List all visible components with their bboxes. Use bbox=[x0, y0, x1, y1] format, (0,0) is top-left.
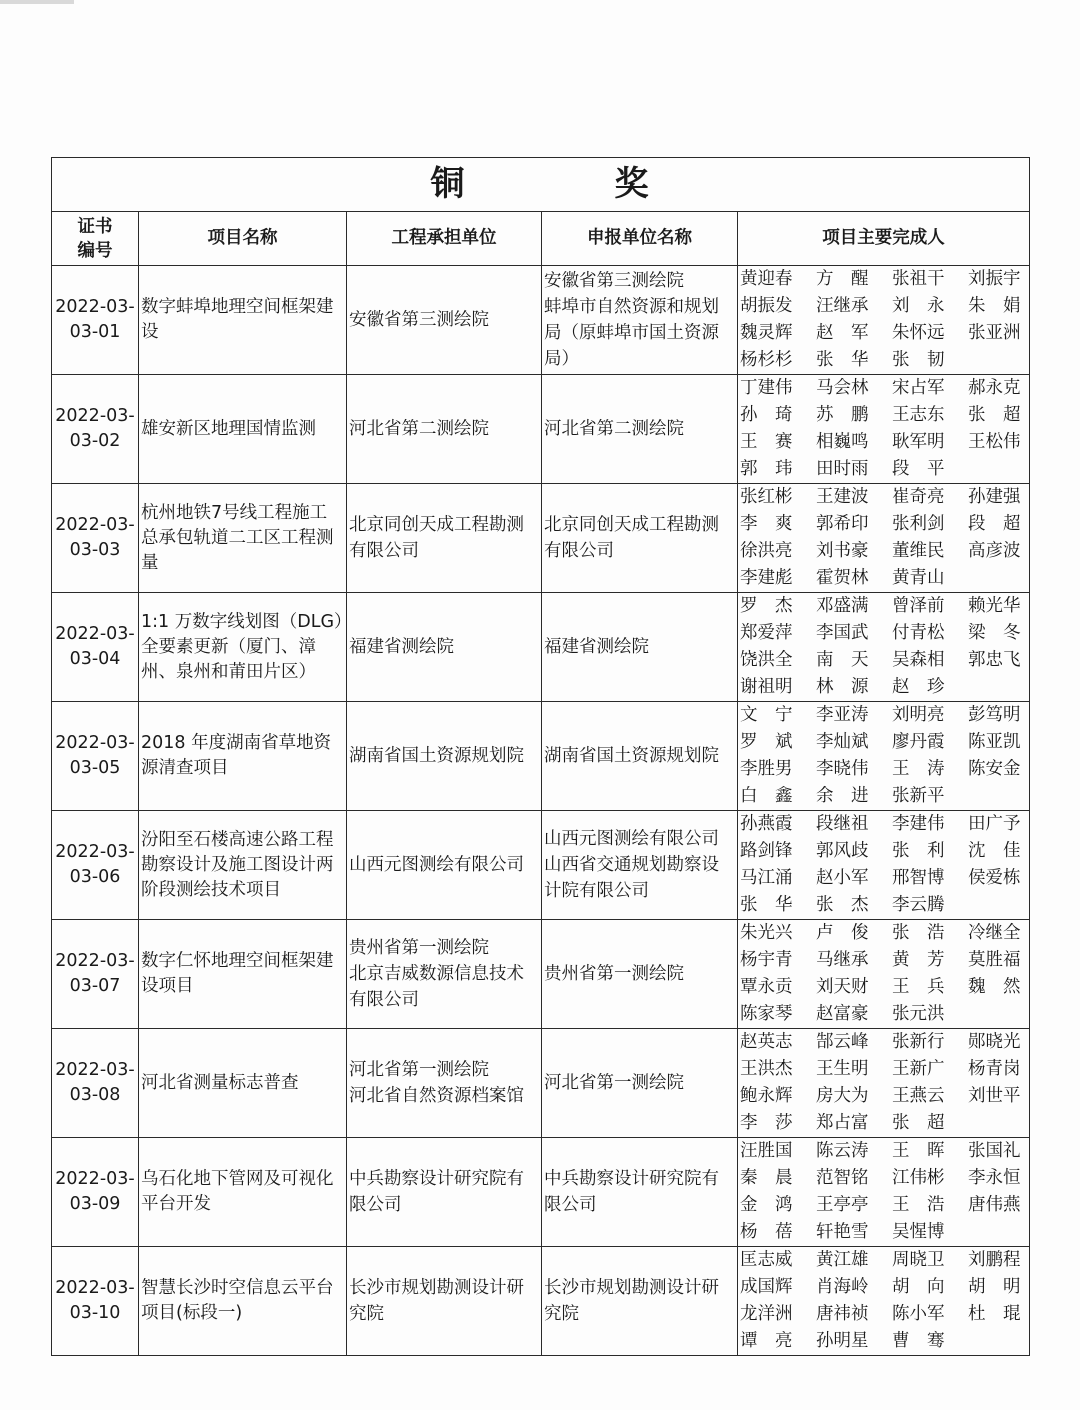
person-name: 梁 冬 bbox=[968, 623, 1021, 643]
unit-line: 蚌埠市自然资源和规划 bbox=[544, 297, 719, 317]
person-name: 廖丹霞 bbox=[892, 732, 945, 752]
header-cert-no: 证书 编号 bbox=[52, 212, 139, 266]
undertaking-unit bbox=[347, 1029, 542, 1138]
unit-line: 长沙市规划勘测设计研 bbox=[544, 1278, 719, 1298]
reporting-unit bbox=[542, 1029, 738, 1138]
person-name bbox=[968, 1001, 1028, 1028]
table-row bbox=[52, 1138, 1030, 1247]
person-name: 王 浩 bbox=[892, 1195, 945, 1215]
undertaking-unit bbox=[347, 920, 542, 1029]
person-name: 胡 明 bbox=[968, 1277, 1021, 1297]
person-name: 陈家琴 bbox=[740, 1004, 793, 1024]
person-name: 吴惺博 bbox=[892, 1222, 945, 1242]
person-name: 朱 娟 bbox=[968, 296, 1021, 316]
person-name: 张 杰 bbox=[816, 895, 869, 915]
person-name: 唐伟燕 bbox=[968, 1195, 1021, 1215]
unit-line: 长沙市规划勘测设计研 bbox=[349, 1278, 524, 1298]
person-name: 郭 玮 bbox=[740, 459, 793, 479]
cert-number: 2022-03- 03-04 bbox=[52, 593, 139, 702]
person-name: 范智铭 bbox=[816, 1168, 869, 1188]
person-name: 张新平 bbox=[892, 786, 945, 806]
person-name: 李建伟 bbox=[892, 814, 945, 834]
unit-line: 中兵勘察设计研究院有 bbox=[544, 1169, 719, 1189]
person-name: 黄 芳 bbox=[892, 950, 945, 970]
person-name: 周晓卫 bbox=[892, 1250, 945, 1270]
person-name: 王松伟 bbox=[968, 432, 1021, 452]
person-name: 林 源 bbox=[816, 677, 869, 697]
person-name: 李灿斌 bbox=[816, 732, 869, 752]
cert-number: 2022-03- 03-02 bbox=[52, 375, 139, 484]
project-name: 杭州地铁7号线工程施工总承包轨道二工区工程测量 bbox=[139, 484, 347, 593]
person-name: 侯爱栋 bbox=[968, 868, 1021, 888]
header-row bbox=[52, 212, 1030, 266]
main-persons bbox=[738, 1247, 1030, 1356]
person-name: 张祖干 bbox=[892, 269, 945, 289]
person-name: 路剑锋 bbox=[740, 841, 793, 861]
person-name: 胡 向 bbox=[892, 1277, 945, 1297]
person-name: 罗 杰 bbox=[740, 596, 793, 616]
unit-line: 山西元图测绘有限公司 bbox=[544, 829, 719, 849]
table-row bbox=[52, 1029, 1030, 1138]
person-name: 段 超 bbox=[968, 514, 1021, 534]
person-name: 黄江雄 bbox=[816, 1250, 869, 1270]
person-name: 陈安金 bbox=[968, 759, 1021, 779]
unit-line: 河北省自然资源档案馆 bbox=[349, 1086, 524, 1106]
person-name: 孙建强 bbox=[968, 487, 1021, 507]
main-persons bbox=[738, 811, 1030, 920]
person-name: 王 兵 bbox=[892, 977, 945, 997]
cert-number: 2022-03- 03-06 bbox=[52, 811, 139, 920]
person-name: 王洪杰 bbox=[740, 1059, 793, 1079]
person-name: 李亚涛 bbox=[816, 705, 869, 725]
person-name: 刘书豪 bbox=[816, 541, 869, 561]
person-name: 邢智博 bbox=[892, 868, 945, 888]
person-name: 刘世平 bbox=[968, 1086, 1021, 1106]
person-name: 沈 佳 bbox=[968, 841, 1021, 861]
person-name: 轩艳雪 bbox=[816, 1222, 869, 1242]
person-name: 郭希印 bbox=[816, 514, 869, 534]
person-name: 余 进 bbox=[816, 786, 869, 806]
person-name: 郭风歧 bbox=[816, 841, 869, 861]
person-name bbox=[968, 674, 1028, 701]
table-row bbox=[52, 266, 1030, 375]
unit-line: 河北省第一测绘院 bbox=[544, 1073, 684, 1093]
person-name: 南 天 bbox=[816, 650, 869, 670]
person-name: 张 超 bbox=[892, 1113, 945, 1133]
unit-line: 安徽省第三测绘院 bbox=[544, 271, 684, 291]
person-name: 王亭亭 bbox=[816, 1195, 869, 1215]
person-name bbox=[968, 783, 1028, 810]
unit-line: 安徽省第三测绘院 bbox=[349, 310, 489, 330]
reporting-unit bbox=[542, 593, 738, 702]
person-name: 董维民 bbox=[892, 541, 945, 561]
person-name: 魏灵辉 bbox=[740, 323, 793, 343]
person-name: 鲍永辉 bbox=[740, 1086, 793, 1106]
person-name: 崔奇亮 bbox=[892, 487, 945, 507]
person-name: 马会林 bbox=[816, 378, 869, 398]
unit-line: 北京同创天成工程勘测 bbox=[349, 515, 524, 535]
header-reporting-unit: 申报单位名称 bbox=[542, 212, 738, 266]
person-name bbox=[968, 1219, 1028, 1246]
page-edge-mark bbox=[0, 0, 74, 4]
person-name: 陈亚凯 bbox=[968, 732, 1021, 752]
person-name: 王 晖 bbox=[892, 1141, 945, 1161]
person-name: 魏 然 bbox=[968, 977, 1021, 997]
unit-line: 河北省第一测绘院 bbox=[349, 1060, 489, 1080]
person-name: 方 醒 bbox=[816, 269, 869, 289]
person-name: 白 鑫 bbox=[740, 786, 793, 806]
person-name: 李 莎 bbox=[740, 1113, 793, 1133]
person-name: 耿军明 bbox=[892, 432, 945, 452]
person-name: 段 平 bbox=[892, 459, 945, 479]
unit-line: 北京同创天成工程勘测 bbox=[544, 515, 719, 535]
person-name: 付青松 bbox=[892, 623, 945, 643]
unit-line: 山西元图测绘有限公司 bbox=[349, 855, 524, 875]
person-name bbox=[968, 1328, 1028, 1355]
person-name: 李建彪 bbox=[740, 568, 793, 588]
person-name: 丁建伟 bbox=[740, 378, 793, 398]
person-name: 赵小军 bbox=[816, 868, 869, 888]
person-name: 朱光兴 bbox=[740, 923, 793, 943]
person-name: 徐洪亮 bbox=[740, 541, 793, 561]
person-name: 李 爽 bbox=[740, 514, 793, 534]
person-name: 张 超 bbox=[968, 405, 1021, 425]
person-name: 邓盛满 bbox=[816, 596, 869, 616]
reporting-unit bbox=[542, 702, 738, 811]
project-name: 数字仁怀地理空间框架建设项目 bbox=[139, 920, 347, 1029]
person-name: 郧晓光 bbox=[968, 1032, 1021, 1052]
person-name: 秦 晨 bbox=[740, 1168, 793, 1188]
project-name: 2018 年度湖南省草地资源清查项目 bbox=[139, 702, 347, 811]
person-name: 匡志威 bbox=[740, 1250, 793, 1270]
main-persons bbox=[738, 1138, 1030, 1247]
person-name bbox=[968, 1110, 1028, 1137]
unit-line: 福建省测绘院 bbox=[544, 637, 649, 657]
unit-line: 中兵勘察设计研究院有 bbox=[349, 1169, 524, 1189]
person-name: 张国礼 bbox=[968, 1141, 1021, 1161]
table-row bbox=[52, 1247, 1030, 1356]
person-name: 张 华 bbox=[740, 895, 793, 915]
main-persons bbox=[738, 702, 1030, 811]
person-name: 张亚洲 bbox=[968, 323, 1021, 343]
person-name: 李永恒 bbox=[968, 1168, 1021, 1188]
undertaking-unit bbox=[347, 375, 542, 484]
project-name: 河北省测量标志普查 bbox=[139, 1029, 347, 1138]
reporting-unit bbox=[542, 920, 738, 1029]
person-name: 李胜男 bbox=[740, 759, 793, 779]
table-row bbox=[52, 375, 1030, 484]
person-name: 刘 永 bbox=[892, 296, 945, 316]
cert-number: 2022-03- 03-05 bbox=[52, 702, 139, 811]
person-name: 宋占军 bbox=[892, 378, 945, 398]
person-name: 张 浩 bbox=[892, 923, 945, 943]
person-name: 李云腾 bbox=[892, 895, 945, 915]
person-name: 张 华 bbox=[816, 350, 869, 370]
unit-line: 有限公司 bbox=[349, 990, 419, 1010]
header-main-persons: 项目主要完成人 bbox=[738, 212, 1030, 266]
unit-line: 福建省测绘院 bbox=[349, 637, 454, 657]
person-name: 张红彬 bbox=[740, 487, 793, 507]
header-undertaking-unit: 工程承担单位 bbox=[347, 212, 542, 266]
person-name: 杨青岗 bbox=[968, 1059, 1021, 1079]
person-name: 刘鹏程 bbox=[968, 1250, 1021, 1270]
person-name: 卢 俊 bbox=[816, 923, 869, 943]
person-name: 王建波 bbox=[816, 487, 869, 507]
unit-line: 局（原蚌埠市国土资源 bbox=[544, 323, 719, 343]
unit-line: 究院 bbox=[349, 1304, 384, 1324]
person-name: 刘天财 bbox=[816, 977, 869, 997]
bronze-award-table bbox=[51, 157, 1030, 1356]
person-name: 文 宁 bbox=[740, 705, 793, 725]
person-name: 成国辉 bbox=[740, 1277, 793, 1297]
person-name: 王燕云 bbox=[892, 1086, 945, 1106]
person-name: 覃永贡 bbox=[740, 977, 793, 997]
undertaking-unit bbox=[347, 811, 542, 920]
reporting-unit bbox=[542, 484, 738, 593]
person-name: 房大为 bbox=[816, 1086, 869, 1106]
person-name: 汪胜国 bbox=[740, 1141, 793, 1161]
person-name: 赵 珍 bbox=[892, 677, 945, 697]
person-name: 陈小军 bbox=[892, 1304, 945, 1324]
person-name: 赖光华 bbox=[968, 596, 1021, 616]
person-name: 陈云涛 bbox=[816, 1141, 869, 1161]
main-persons bbox=[738, 484, 1030, 593]
person-name: 王生明 bbox=[816, 1059, 869, 1079]
unit-line: 山西省交通规划勘察设 bbox=[544, 855, 719, 875]
person-name bbox=[968, 892, 1028, 919]
person-name: 王志东 bbox=[892, 405, 945, 425]
person-name: 刘振宇 bbox=[968, 269, 1021, 289]
table-row bbox=[52, 484, 1030, 593]
unit-line: 局） bbox=[544, 349, 579, 369]
cert-number: 2022-03- 03-09 bbox=[52, 1138, 139, 1247]
person-name: 郭忠飞 bbox=[968, 650, 1021, 670]
person-name: 田广予 bbox=[968, 814, 1021, 834]
person-name: 李国武 bbox=[816, 623, 869, 643]
cert-number: 2022-03- 03-10 bbox=[52, 1247, 139, 1356]
unit-line: 限公司 bbox=[349, 1195, 402, 1215]
person-name: 田时雨 bbox=[816, 459, 869, 479]
unit-line: 北京吉威数源信息技术 bbox=[349, 964, 524, 984]
cert-number: 2022-03- 03-08 bbox=[52, 1029, 139, 1138]
person-name: 谢祖明 bbox=[740, 677, 793, 697]
cert-number: 2022-03- 03-03 bbox=[52, 484, 139, 593]
person-name: 马继承 bbox=[816, 950, 869, 970]
unit-line: 有限公司 bbox=[349, 541, 419, 561]
main-persons bbox=[738, 593, 1030, 702]
person-name: 金 鸿 bbox=[740, 1195, 793, 1215]
unit-line: 计院有限公司 bbox=[544, 881, 649, 901]
person-name: 杨杉杉 bbox=[740, 350, 793, 370]
person-name: 孙燕霞 bbox=[740, 814, 793, 834]
person-name: 王 赛 bbox=[740, 432, 793, 452]
person-name: 胡振发 bbox=[740, 296, 793, 316]
person-name: 孙 琦 bbox=[740, 405, 793, 425]
person-name: 段继祖 bbox=[816, 814, 869, 834]
unit-line: 湖南省国土资源规划院 bbox=[349, 746, 524, 766]
undertaking-unit bbox=[347, 266, 542, 375]
person-name: 高彦波 bbox=[968, 541, 1021, 561]
person-name: 冷继全 bbox=[968, 923, 1021, 943]
undertaking-unit bbox=[347, 484, 542, 593]
person-name: 肖海岭 bbox=[816, 1277, 869, 1297]
undertaking-unit bbox=[347, 702, 542, 811]
reporting-unit bbox=[542, 1247, 738, 1356]
unit-line: 河北省第二测绘院 bbox=[349, 419, 489, 439]
table-row bbox=[52, 920, 1030, 1029]
person-name bbox=[968, 565, 1028, 592]
person-name: 谭 亮 bbox=[740, 1331, 793, 1351]
person-name: 赵 军 bbox=[816, 323, 869, 343]
person-name: 江伟彬 bbox=[892, 1168, 945, 1188]
project-name: 雄安新区地理国情监测 bbox=[139, 375, 347, 484]
cert-number: 2022-03- 03-01 bbox=[52, 266, 139, 375]
project-name: 智慧长沙时空信息云平台项目(标段一) bbox=[139, 1247, 347, 1356]
person-name: 龙洋洲 bbox=[740, 1304, 793, 1324]
person-name: 张新行 bbox=[892, 1032, 945, 1052]
main-persons bbox=[738, 375, 1030, 484]
table-row bbox=[52, 811, 1030, 920]
project-name: 数字蚌埠地理空间框架建设 bbox=[139, 266, 347, 375]
person-name: 马江涌 bbox=[740, 868, 793, 888]
undertaking-unit bbox=[347, 593, 542, 702]
person-name: 郑爱萍 bbox=[740, 623, 793, 643]
undertaking-unit bbox=[347, 1247, 542, 1356]
person-name: 相巍鸣 bbox=[816, 432, 869, 452]
reporting-unit bbox=[542, 1138, 738, 1247]
person-name: 王新广 bbox=[892, 1059, 945, 1079]
person-name: 汪继承 bbox=[816, 296, 869, 316]
person-name: 郝永克 bbox=[968, 378, 1021, 398]
person-name: 刘明亮 bbox=[892, 705, 945, 725]
person-name: 郑占富 bbox=[816, 1113, 869, 1133]
person-name: 饶洪全 bbox=[740, 650, 793, 670]
person-name: 曾泽前 bbox=[892, 596, 945, 616]
person-name: 杜 琨 bbox=[968, 1304, 1021, 1324]
person-name: 张利剑 bbox=[892, 514, 945, 534]
unit-line: 贵州省第一测绘院 bbox=[349, 938, 489, 958]
person-name: 唐祎祯 bbox=[816, 1304, 869, 1324]
main-persons bbox=[738, 1029, 1030, 1138]
person-name: 郜云峰 bbox=[816, 1032, 869, 1052]
reporting-unit bbox=[542, 811, 738, 920]
unit-line: 限公司 bbox=[544, 1195, 597, 1215]
main-persons bbox=[738, 920, 1030, 1029]
unit-line: 贵州省第一测绘院 bbox=[544, 964, 684, 984]
person-name: 曹 骞 bbox=[892, 1331, 945, 1351]
person-name: 霍贺林 bbox=[816, 568, 869, 588]
person-name: 赵富豪 bbox=[816, 1004, 869, 1024]
person-name: 黄青山 bbox=[892, 568, 945, 588]
person-name: 李晓伟 bbox=[816, 759, 869, 779]
person-name: 彭笃明 bbox=[968, 705, 1021, 725]
unit-line: 湖南省国土资源规划院 bbox=[544, 746, 719, 766]
person-name: 朱怀远 bbox=[892, 323, 945, 343]
person-name: 王 涛 bbox=[892, 759, 945, 779]
person-name: 黄迎春 bbox=[740, 269, 793, 289]
table-title: 铜 奖 bbox=[52, 158, 1030, 212]
person-name bbox=[968, 347, 1028, 374]
person-name bbox=[968, 456, 1028, 483]
person-name: 杨 蓓 bbox=[740, 1222, 793, 1242]
person-name: 赵英志 bbox=[740, 1032, 793, 1052]
person-name: 莫胜福 bbox=[968, 950, 1021, 970]
person-name: 杨宇青 bbox=[740, 950, 793, 970]
reporting-unit bbox=[542, 266, 738, 375]
project-name: 乌石化地下管网及可视化平台开发 bbox=[139, 1138, 347, 1247]
project-name: 汾阳至石楼高速公路工程勘察设计及施工图设计两阶段测绘技术项目 bbox=[139, 811, 347, 920]
person-name: 罗 斌 bbox=[740, 732, 793, 752]
unit-line: 有限公司 bbox=[544, 541, 614, 561]
undertaking-unit bbox=[347, 1138, 542, 1247]
reporting-unit bbox=[542, 375, 738, 484]
header-project-name: 项目名称 bbox=[139, 212, 347, 266]
unit-line: 河北省第二测绘院 bbox=[544, 419, 684, 439]
main-persons bbox=[738, 266, 1030, 375]
person-name: 张元洪 bbox=[892, 1004, 945, 1024]
person-name: 张 韧 bbox=[892, 350, 945, 370]
cert-number: 2022-03- 03-07 bbox=[52, 920, 139, 1029]
table-row bbox=[52, 702, 1030, 811]
project-name: 1:1 万数字线划图（DLG）全要素更新（厦门、漳州、泉州和莆田片区） bbox=[139, 593, 347, 702]
person-name: 张 利 bbox=[892, 841, 945, 861]
person-name: 苏 鹏 bbox=[816, 405, 869, 425]
unit-line: 究院 bbox=[544, 1304, 579, 1324]
table-row bbox=[52, 593, 1030, 702]
person-name: 吴森相 bbox=[892, 650, 945, 670]
person-name: 孙明星 bbox=[816, 1331, 869, 1351]
